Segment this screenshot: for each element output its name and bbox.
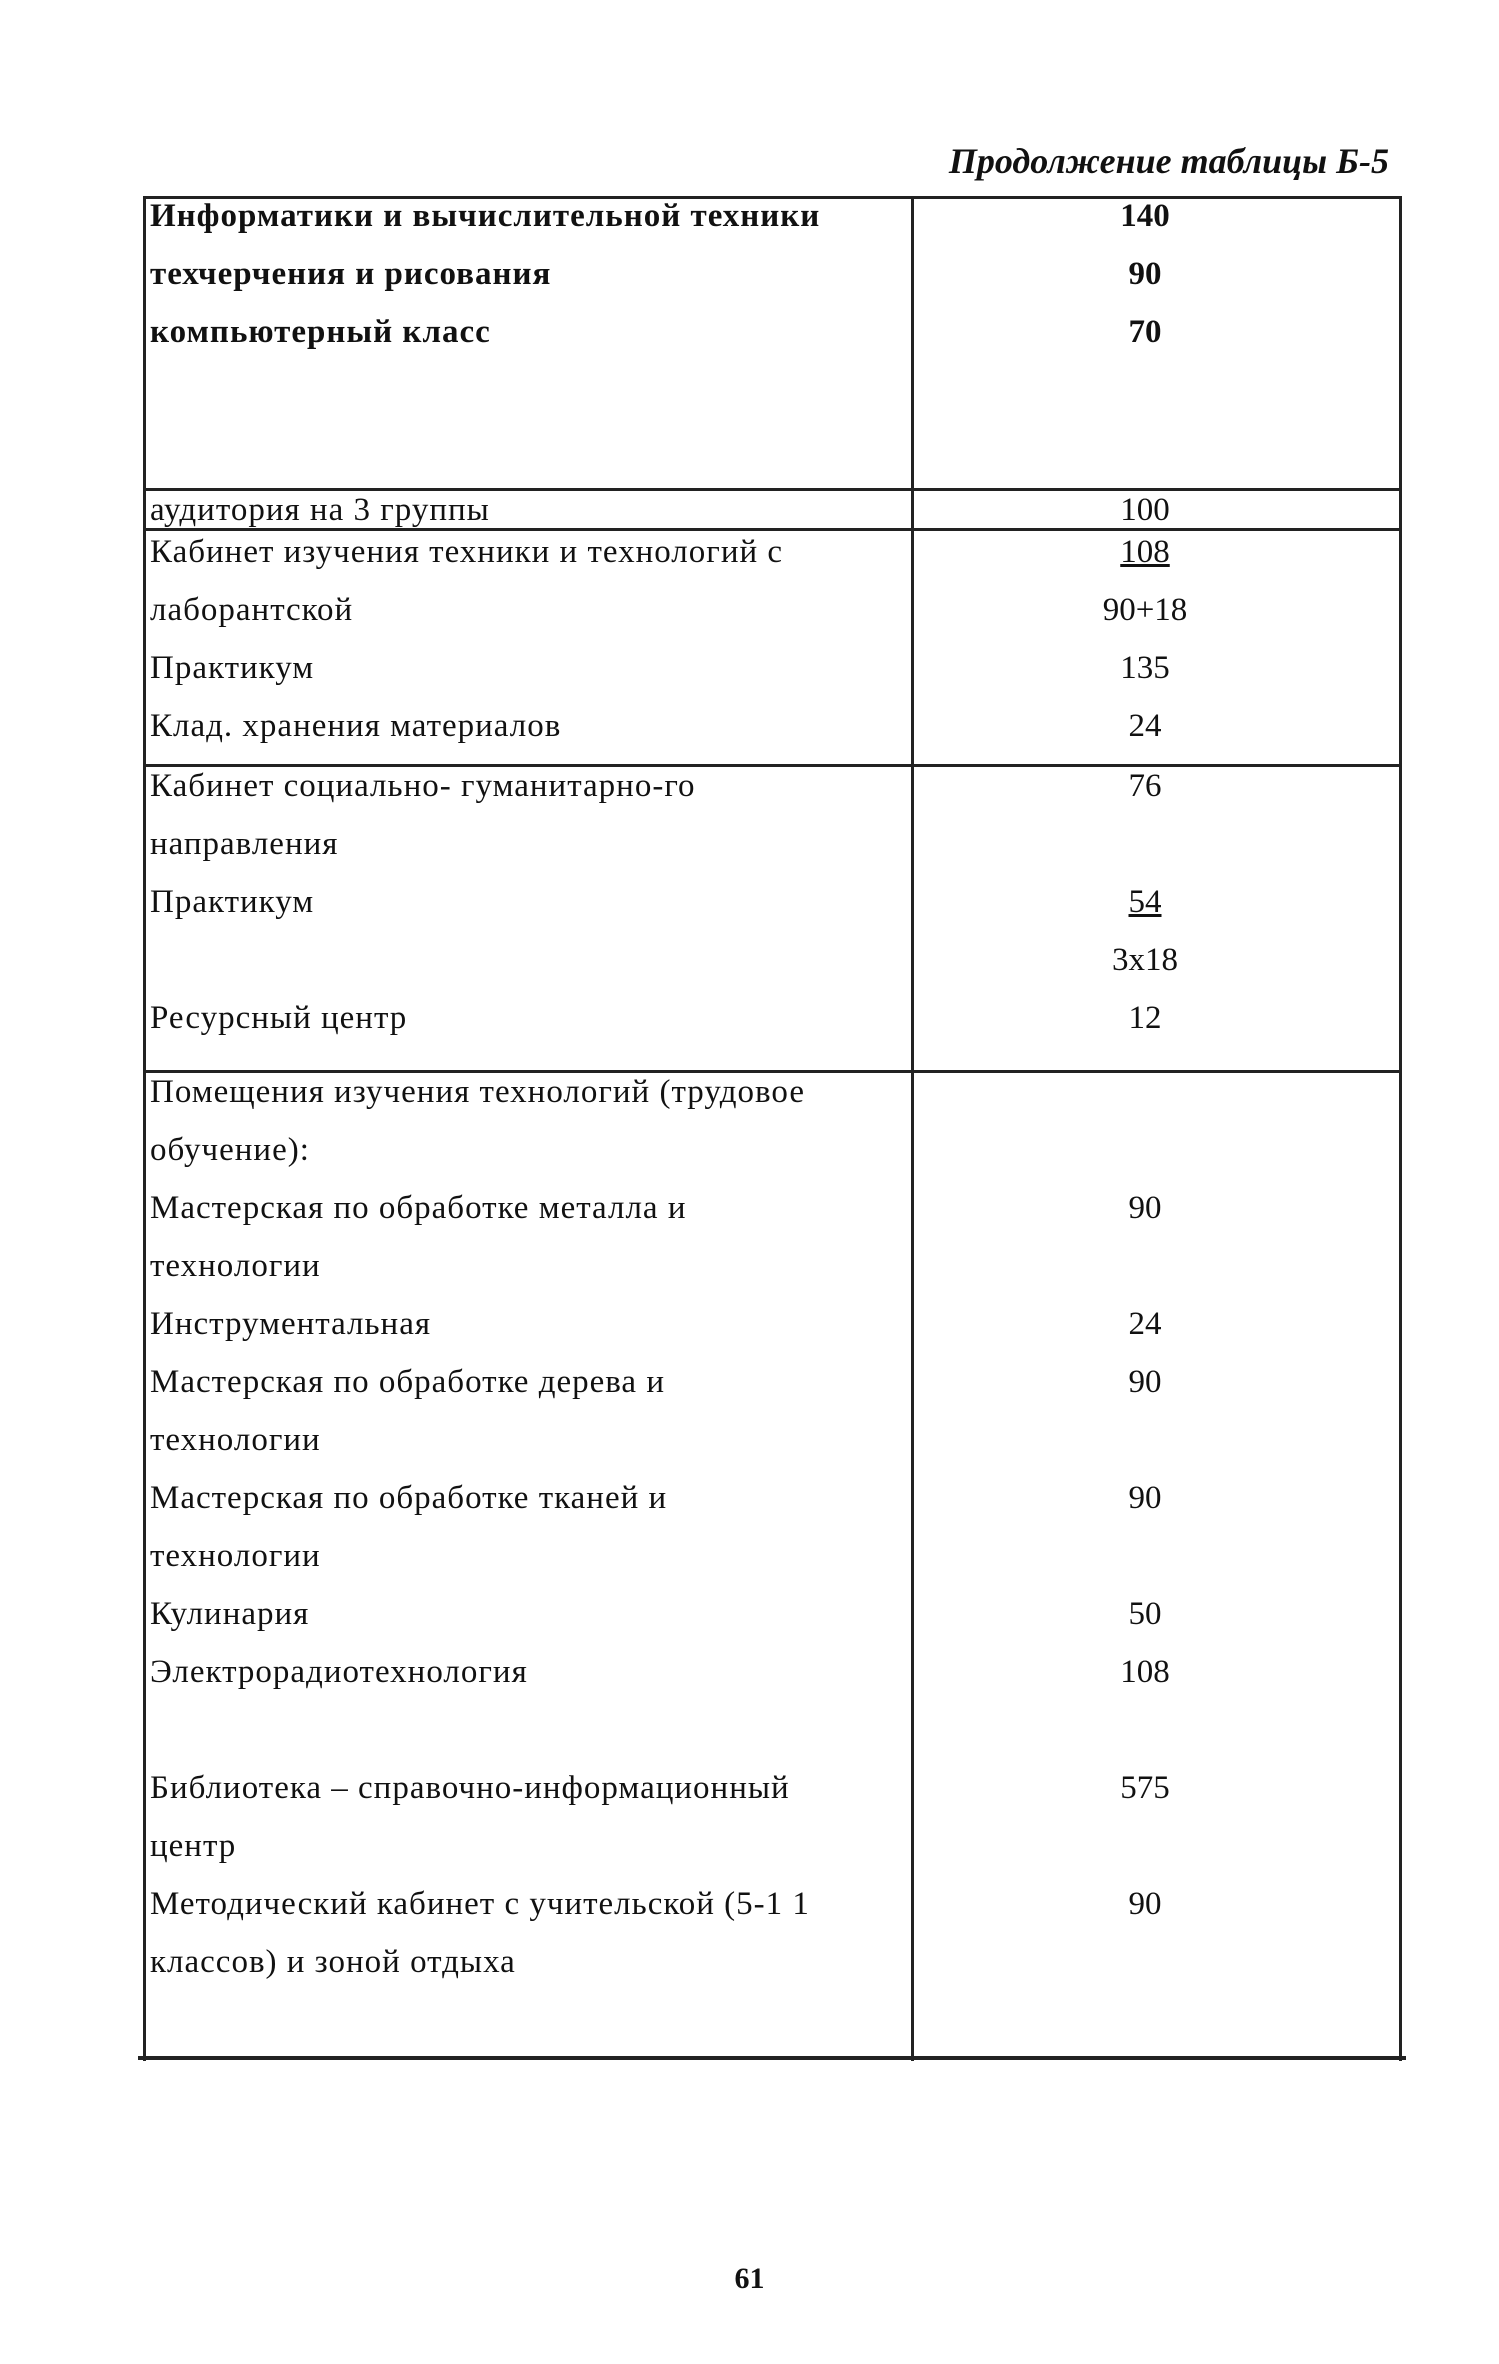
row-value: 12 [1128, 1000, 1162, 1036]
row-label: Методический кабинет с учительской (5-1 1 [150, 1886, 810, 1922]
row-value: 3x18 [1112, 942, 1178, 978]
row-value: 90 [1128, 1364, 1162, 1400]
row-value: 70 [1128, 314, 1162, 350]
row-value: 90 [1128, 256, 1162, 292]
row-value: 90 [1128, 1480, 1162, 1516]
table-caption: Продолжение таблицы Б-5 [948, 141, 1389, 181]
row-value: 54 [1128, 884, 1162, 920]
row-value: 90 [1128, 1886, 1162, 1922]
row-label: Электрорадиотехнология [150, 1654, 528, 1690]
row-value: 108 [1120, 1654, 1170, 1690]
page-number: 61 [734, 2262, 765, 2295]
row-label: обучение): [150, 1132, 310, 1168]
row-value: 108 [1120, 534, 1170, 570]
row-label: Информатики и вычислительной техники [150, 198, 821, 234]
row-label: Клад. хранения материалов [150, 708, 562, 744]
row-label: Мастерская по обработке металла и [150, 1190, 687, 1226]
row-label: Практикум [150, 650, 315, 686]
row-separator [143, 1070, 1399, 1073]
row-separator [143, 488, 1399, 491]
row-value: 100 [1120, 492, 1170, 528]
row-label: Помещения изучения технологий (трудовое [150, 1074, 805, 1110]
row-value: 135 [1120, 650, 1170, 686]
row-value: 24 [1128, 1306, 1162, 1342]
row-label: Кулинария [150, 1596, 310, 1632]
row-label: лаборантской [150, 592, 354, 628]
row-label: Библиотека – справочно-информационный [150, 1770, 790, 1806]
row-label: компьютерный класс [150, 314, 491, 350]
row-label: направления [150, 826, 339, 862]
row-separator [143, 764, 1399, 767]
row-label: Мастерская по обработке тканей и [150, 1480, 668, 1516]
row-label: Практикум [150, 884, 315, 920]
row-label: технологии [150, 1248, 321, 1284]
row-value: 140 [1120, 198, 1170, 234]
row-label: технологии [150, 1538, 321, 1574]
row-label: технологии [150, 1422, 321, 1458]
row-label: Мастерская по обработке дерева и [150, 1364, 665, 1400]
row-label: центр [150, 1828, 237, 1864]
row-label: техчерчения и рисования [150, 256, 552, 292]
table-bottom-border [138, 2056, 1406, 2060]
row-label [150, 768, 696, 805]
row-value: 50 [1128, 1596, 1162, 1632]
column-divider [911, 199, 914, 2061]
row-label: Ресурсный центр [150, 1000, 408, 1036]
row-label: Кабинет изучения техники и технологий с [150, 534, 784, 570]
row-value: 24 [1128, 708, 1162, 744]
row-value: 90+18 [1102, 592, 1188, 628]
row-label-text: Кабинет социально- гуманитарно-го [150, 768, 696, 804]
row-label: Инструментальная [150, 1306, 432, 1342]
row-label: классов) и зоной отдыха [150, 1944, 516, 1980]
row-value: 90 [1128, 1190, 1162, 1226]
row-label: аудитория на 3 группы [150, 492, 490, 528]
row-value: 575 [1120, 1770, 1170, 1806]
row-value: 76 [1128, 768, 1162, 804]
